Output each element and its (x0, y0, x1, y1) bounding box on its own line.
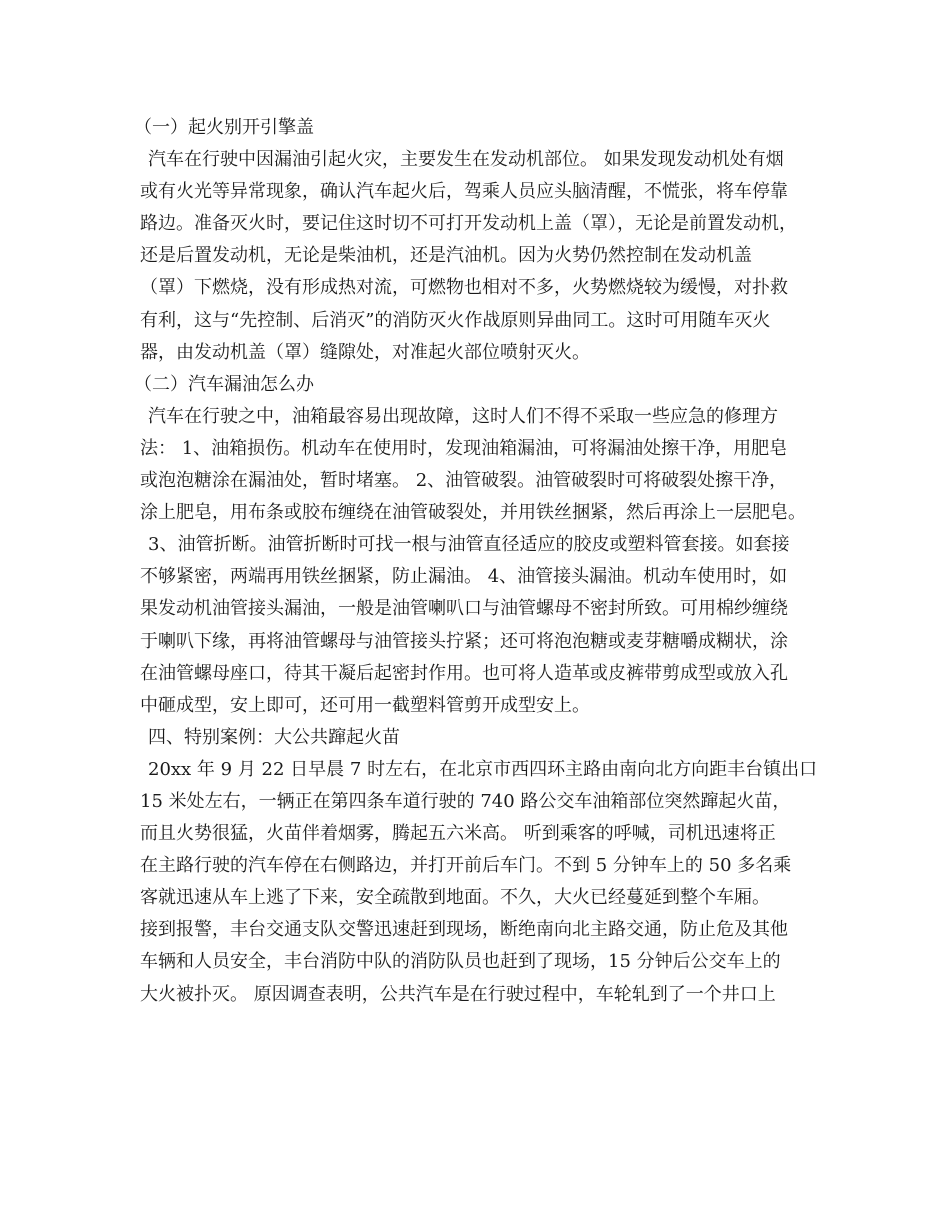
paragraph-line: 或泡泡糖涂在漏油处，暂时堵塞。 2、油管破裂。油管破裂时可将破裂处擦干净， (140, 470, 788, 492)
paragraph-line: 中砸成型，安上即可，还可用一截塑料管剪开成型安上。 (140, 694, 590, 716)
document-body (134, 112, 820, 1011)
paragraph-line: 不够紧密，两端再用铁丝捆紧，防止漏油。 4、油管接头漏油。机动车使用时，如 (140, 566, 788, 588)
paragraph-line: 涂上肥皂，用布条或胶布缠绕在油管破裂处，并用铁丝捆紧，然后再涂上一层肥皂。 (140, 502, 806, 524)
paragraph-line: （罩）下燃烧，没有形成热对流，可燃物也相对不多，火势燃烧较为缓慢，对扑救 (140, 277, 788, 299)
paragraph-line: 路边。准备灭火时，要记住这时切不可打开发动机上盖（罩），无论是前置发动机， (140, 213, 797, 235)
paragraph-line: 接到报警，丰台交通支队交警迅速赶到现场，断绝南向北主路交通，防止危及其他 (140, 919, 788, 941)
paragraph-line: 在油管螺母座口，待其干凝后起密封作用。也可将人造革或皮裤带剪成型或放入孔 (140, 662, 788, 684)
paragraph-line: 有利，这与“先控制、后消灭”的消防灭火作战原则异曲同工。这时可用随车灭火 (140, 309, 771, 331)
paragraph-line: 果发动机油管接头漏油，一般是油管喇叭口与油管螺母不密封所致。可用棉纱缠绕 (140, 598, 788, 620)
paragraph-line: 15 米处左右，一辆正在第四条车道行驶的 740 路公交车油箱部位突然蹿起火苗， (140, 790, 791, 812)
paragraph-line: 于喇叭下缘，再将油管螺母与油管接头拧紧；还可将泡泡糖或麦芽糖嚼成糊状，涂 (140, 630, 788, 652)
paragraph-line: 3、油管折断。油管折断时可找一根与油管直径适应的胶皮或塑料管套接。如套接 (148, 534, 790, 556)
paragraph-line: 或有火光等异常现象，确认汽车起火后，驾乘人员应头脑清醒，不慌张，将车停靠 (140, 181, 788, 203)
paragraph-line: 法： 1、油箱损伤。机动车在使用时，发现油箱漏油，可将漏油处擦干净，用肥皂 (140, 437, 788, 459)
section-heading: （二）汽车漏油怎么办 (134, 373, 314, 395)
paragraph-line: 器，由发动机盖（罩）缝隙处，对准起火部位喷射灭火。 (140, 341, 590, 363)
paragraph-line: 大火被扑灭。 原因调查表明，公共汽车是在行驶过程中，车轮轧到了一个井口上 (140, 983, 776, 1005)
paragraph-line: 20xx 年 9 月 22 日早晨 7 时左右，在北京市西四环主路由南向北方向距丰台镇出口 (148, 758, 818, 780)
paragraph-line: 客就迅速从车上逃了下来，安全疏散到地面。不久，大火已经蔓延到整个车厢。 (140, 887, 770, 909)
paragraph-line: 而且火势很猛，火苗伴着烟雾，腾起五六米高。 听到乘客的呼喊，司机迅速将正 (140, 823, 776, 845)
section-heading: 四、特别案例：大公共蹿起火苗 (148, 726, 400, 748)
paragraph-line: 汽车在行驶之中，油箱最容易出现故障，这时人们不得不采取一些应急的修理方 (148, 405, 778, 427)
section-heading: （一）起火别开引擎盖 (134, 117, 314, 138)
paragraph-line: 在主路行驶的汽车停在右侧路边，并打开前后车门。不到 5 分钟车上的 50 多名乘 (140, 855, 792, 877)
paragraph-line: 汽车在行驶中因漏油引起火灾，主要发生在发动机部位。 如果发现发动机处有烟 (148, 149, 784, 171)
paragraph-line: 车辆和人员安全，丰台消防中队的消防队员也赶到了现场，15 分钟后公交车上的 (140, 951, 781, 973)
paragraph-line: 还是后置发动机，无论是柴油机，还是汽油机。因为火势仍然控制在发动机盖 (140, 245, 752, 267)
